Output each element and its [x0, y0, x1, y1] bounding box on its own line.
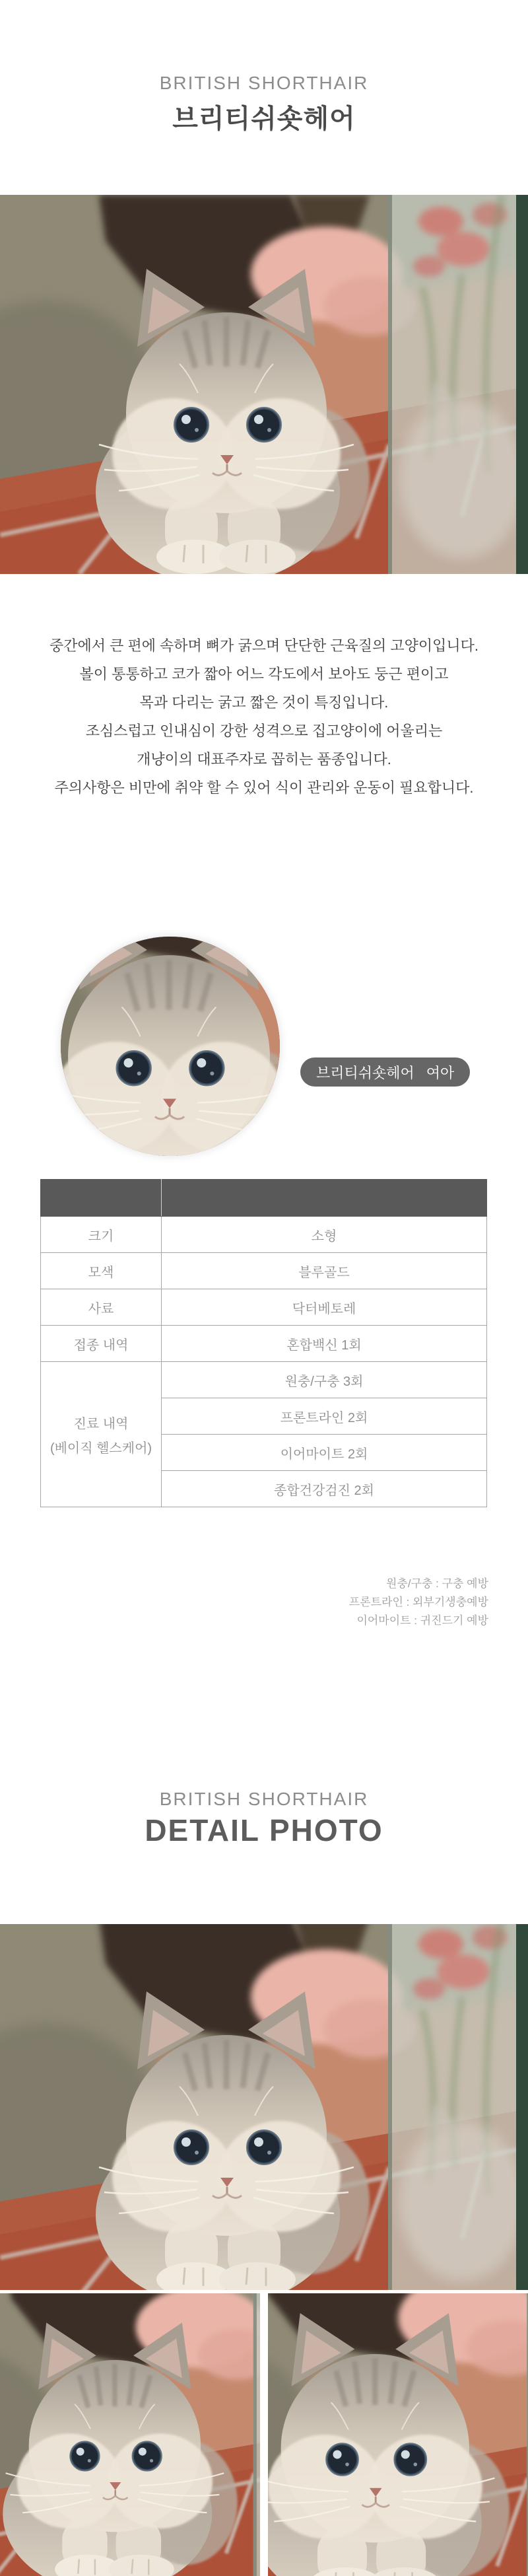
table-row — [41, 1326, 487, 1362]
footnote-line: 원충/구충 : 구충 예방 — [386, 1577, 488, 1590]
badge-breed-label: 브리티쉬숏헤어 — [316, 1064, 414, 1081]
table-header-label-cell — [41, 1180, 162, 1217]
row-label: 사료 — [41, 1289, 162, 1326]
badge-sex-label: 여아 — [426, 1064, 455, 1081]
pet-info-table — [40, 1179, 487, 1507]
breed-header — [0, 73, 528, 135]
care-label-cell — [41, 1362, 162, 1507]
care-label-sub: (베이직 헬스케어) — [50, 1441, 152, 1456]
care-label: 진료 내역 — [73, 1416, 129, 1431]
description-line: 주의사항은 비만에 취약 할 수 있어 식이 관리와 운동이 필요합니다. — [54, 779, 474, 796]
care-value: 프론트라인 2회 — [162, 1398, 487, 1435]
table-header-value-cell — [162, 1180, 487, 1217]
kitten-main-photo — [0, 195, 528, 574]
row-value: 소형 — [162, 1217, 487, 1253]
kitten-detail-photo — [0, 1924, 528, 2290]
kitten-closeup-photo-left — [0, 2293, 260, 2576]
breed-description — [0, 631, 528, 802]
row-label: 모색 — [41, 1253, 162, 1289]
detail-title: DETAIL PHOTO — [145, 1813, 383, 1847]
table-row — [41, 1362, 487, 1398]
breed-title-en: BRITISH SHORTHAIR — [159, 73, 369, 93]
description-line: 개냥이의 대표주자로 꼽히는 품종입니다. — [137, 751, 391, 768]
detail-title-en: BRITISH SHORTHAIR — [159, 1789, 369, 1809]
row-value: 닥터베토레 — [162, 1289, 487, 1326]
row-value: 혼합백신 1회 — [162, 1326, 487, 1362]
kitten-circle-photo — [61, 937, 280, 1156]
row-label: 크기 — [41, 1217, 162, 1253]
breed-sex-badge — [300, 1057, 470, 1087]
description-line: 볼이 통통하고 코가 짧아 어느 각도에서 보아도 둥근 편이고 — [79, 666, 449, 682]
row-label: 접종 내역 — [41, 1326, 162, 1362]
breed-title-ko: 브리티쉬숏헤어 — [172, 104, 356, 133]
table-row — [41, 1289, 487, 1326]
detail-photo-header — [0, 1789, 528, 1848]
kitten-closeup-photo-right — [268, 2293, 528, 2576]
care-value: 이어마이트 2회 — [162, 1435, 487, 1471]
footnote-line: 프론트라인 : 외부기생충예방 — [348, 1596, 488, 1608]
table-row — [41, 1217, 487, 1253]
table-row — [41, 1253, 487, 1289]
row-value: 블루골드 — [162, 1253, 487, 1289]
description-line: 목과 다리는 굵고 짧은 것이 특징입니다. — [139, 694, 389, 711]
footnote-line: 이어마이트 : 귀진드기 예방 — [356, 1614, 488, 1627]
care-value: 종합건강검진 2회 — [162, 1471, 487, 1507]
care-value: 원충/구충 3회 — [162, 1362, 487, 1398]
table-header-row — [41, 1180, 487, 1217]
description-line: 조심스럽고 인내심이 강한 성격으로 집고양이에 어울리는 — [85, 723, 443, 739]
description-line: 중간에서 큰 편에 속하며 뼈가 굵으며 단단한 근육질의 고양이입니다. — [49, 637, 479, 654]
care-footnotes — [349, 1575, 488, 1630]
